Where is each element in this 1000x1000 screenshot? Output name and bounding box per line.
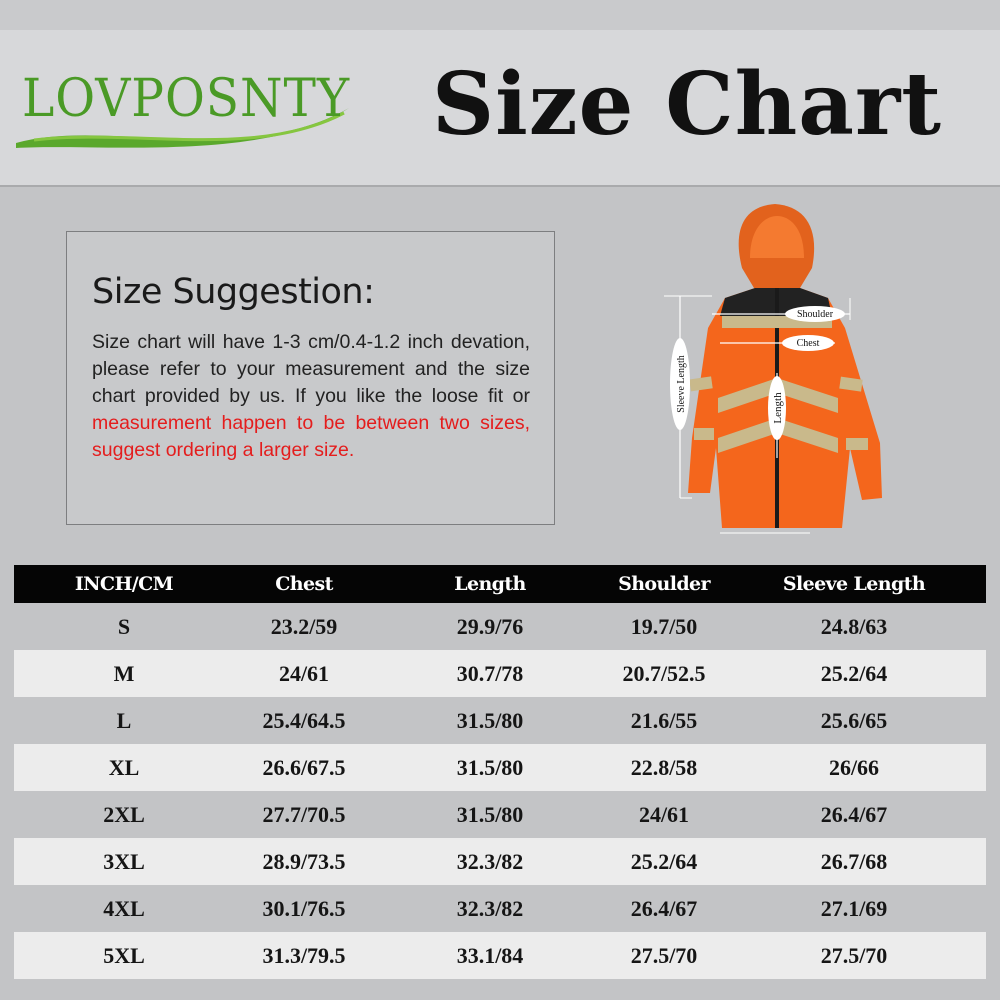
cell-sleeve-length: 26.7/68: [820, 848, 888, 874]
header-size-unit: INCH/CM: [74, 573, 174, 595]
cell-length: 31.5/80: [456, 754, 524, 780]
cell-size: 5XL: [103, 942, 145, 968]
cell-chest: 30.1/76.5: [262, 895, 346, 921]
size-suggestion-box: [66, 231, 555, 525]
cell-length: 33.1/84: [456, 942, 524, 968]
brand-logo-text: LOVPOSNTY: [22, 69, 350, 129]
length-label: Length: [772, 392, 784, 424]
cell-sleeve-length: 25.2/64: [820, 660, 888, 686]
header-chest: Chest: [275, 573, 333, 595]
size-suggestion-text: [92, 329, 530, 464]
cell-size: M: [113, 660, 135, 686]
table-row: [14, 603, 986, 650]
cell-sleeve-length: 25.6/65: [820, 707, 888, 733]
cell-shoulder: 20.7/52.5: [622, 660, 706, 686]
cell-sleeve-length: 26/66: [828, 754, 880, 780]
cell-chest: 24/61: [278, 660, 330, 686]
table-row: [14, 885, 986, 932]
cell-sleeve-length: 27.5/70: [820, 942, 888, 968]
cell-size: XL: [108, 754, 140, 780]
cell-shoulder: 24/61: [638, 801, 690, 827]
cell-chest: 23.2/59: [270, 613, 338, 639]
suggestion-text-highlight: measurement happen to be between two sizes, suggest ordering a larger size.: [92, 412, 530, 461]
size-table: [14, 565, 986, 979]
cell-length: 31.5/80: [456, 801, 524, 827]
top-strip: [0, 0, 1000, 30]
cell-shoulder: 21.6/55: [630, 707, 698, 733]
table-row: [14, 697, 986, 744]
cell-chest: 27.7/70.5: [262, 801, 346, 827]
cell-length: 31.5/80: [456, 707, 524, 733]
table-row: [14, 838, 986, 885]
cell-length: 29.9/76: [456, 613, 524, 639]
cell-size: 2XL: [103, 801, 145, 827]
sleeve-label: Sleeve Length: [676, 355, 687, 413]
suggestion-text-normal: Size chart will have 1-3 cm/0.4-1.2 inch devation, please refer to your measurement and the size chart provided by us. If you like the loose fit or: [92, 331, 530, 407]
cell-size: 3XL: [103, 848, 145, 874]
size-table-header: [14, 565, 986, 603]
table-row: [14, 932, 986, 979]
cell-size: L: [116, 707, 132, 733]
header-banner: [0, 30, 1000, 187]
header-length: Length: [454, 573, 526, 595]
header-shoulder: Shoulder: [618, 573, 710, 595]
cell-shoulder: 27.5/70: [630, 942, 698, 968]
cell-chest: 28.9/73.5: [262, 848, 346, 874]
size-suggestion-heading: Size Suggestion:: [92, 272, 375, 312]
cell-shoulder: 19.7/50: [630, 613, 698, 639]
cell-sleeve-length: 27.1/69: [820, 895, 888, 921]
cell-chest: 31.3/79.5: [262, 942, 346, 968]
cell-size: 4XL: [103, 895, 145, 921]
cell-shoulder: 22.8/58: [630, 754, 698, 780]
page-title: Size Chart: [432, 54, 943, 155]
cell-size: S: [117, 613, 131, 639]
cell-length: 30.7/78: [456, 660, 524, 686]
cell-sleeve-length: 26.4/67: [820, 801, 888, 827]
brand-logo: [14, 48, 354, 158]
table-row: [14, 650, 986, 697]
cell-sleeve-length: 24.8/63: [820, 613, 888, 639]
chest-label: Chest: [796, 338, 820, 349]
cell-chest: 26.6/67.5: [262, 754, 346, 780]
table-row: [14, 791, 986, 838]
header-sleeve-length: Sleeve Length: [782, 573, 926, 595]
table-row: [14, 744, 986, 791]
cell-length: 32.3/82: [456, 848, 524, 874]
cell-shoulder: 26.4/67: [630, 895, 698, 921]
jacket-measurement-diagram: [650, 198, 900, 538]
cell-chest: 25.4/64.5: [262, 707, 346, 733]
shoulder-label: Shoulder: [796, 309, 834, 320]
cell-shoulder: 25.2/64: [630, 848, 698, 874]
cell-length: 32.3/82: [456, 895, 524, 921]
